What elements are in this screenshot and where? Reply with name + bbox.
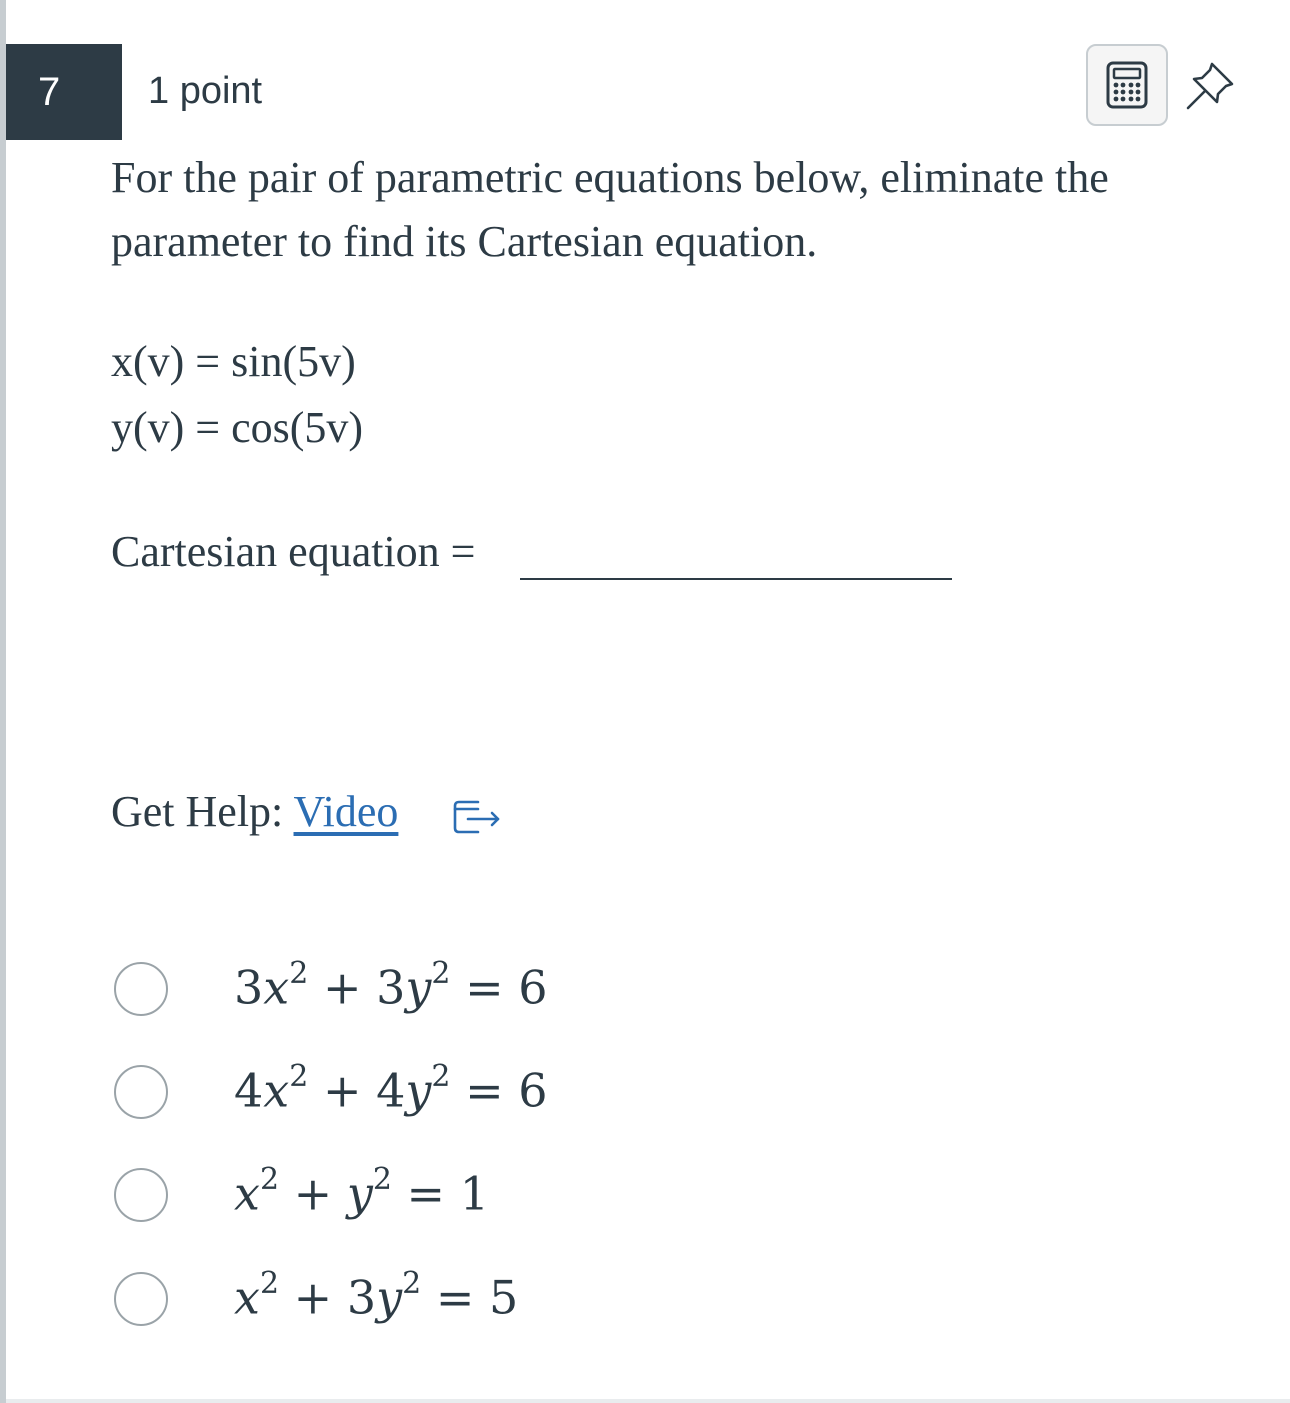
radio-button[interactable] <box>114 1168 168 1222</box>
question-prompt: For the pair of parametric equations below, eliminate the parameter to find its Cartesian equation. <box>111 153 1109 266</box>
radio-button[interactable] <box>114 1272 168 1326</box>
radio-button[interactable] <box>114 962 168 1016</box>
option-label: $4x^2 + 4y^2 = 6$ <box>234 1059 548 1118</box>
calculator-icon <box>1105 60 1149 110</box>
option-label: $x^2 + y^2 = 1$ <box>234 1162 489 1221</box>
equation-x: x(v) = sin(5v) <box>111 337 356 386</box>
radio-button[interactable] <box>114 1065 168 1119</box>
answer-label: Cartesian equation = <box>111 527 476 576</box>
question-points: 1 point <box>148 70 263 112</box>
calculator-button[interactable] <box>1086 44 1168 126</box>
get-help <box>111 786 398 837</box>
video-link[interactable]: Video <box>293 787 399 836</box>
answer-option[interactable] <box>112 1059 712 1127</box>
option-label: $3x^2 + 3y^2 = 6$ <box>234 956 548 1015</box>
bottom-divider <box>6 1399 1290 1403</box>
equation-y: y(v) = cos(5v) <box>111 403 364 452</box>
pin-icon <box>1182 58 1238 114</box>
option-label: $x^2 + 3y^2 = 5$ <box>234 1266 519 1325</box>
left-rail <box>0 0 6 1403</box>
external-link-icon[interactable] <box>452 798 502 836</box>
answer-option[interactable] <box>112 1162 712 1230</box>
question-number: 7 <box>6 44 122 140</box>
answer-option[interactable] <box>112 1266 712 1334</box>
pin-button[interactable] <box>1182 58 1238 114</box>
answer-option[interactable] <box>112 956 712 1024</box>
help-prefix: Get Help: <box>111 787 284 836</box>
answer-blank <box>520 578 952 580</box>
